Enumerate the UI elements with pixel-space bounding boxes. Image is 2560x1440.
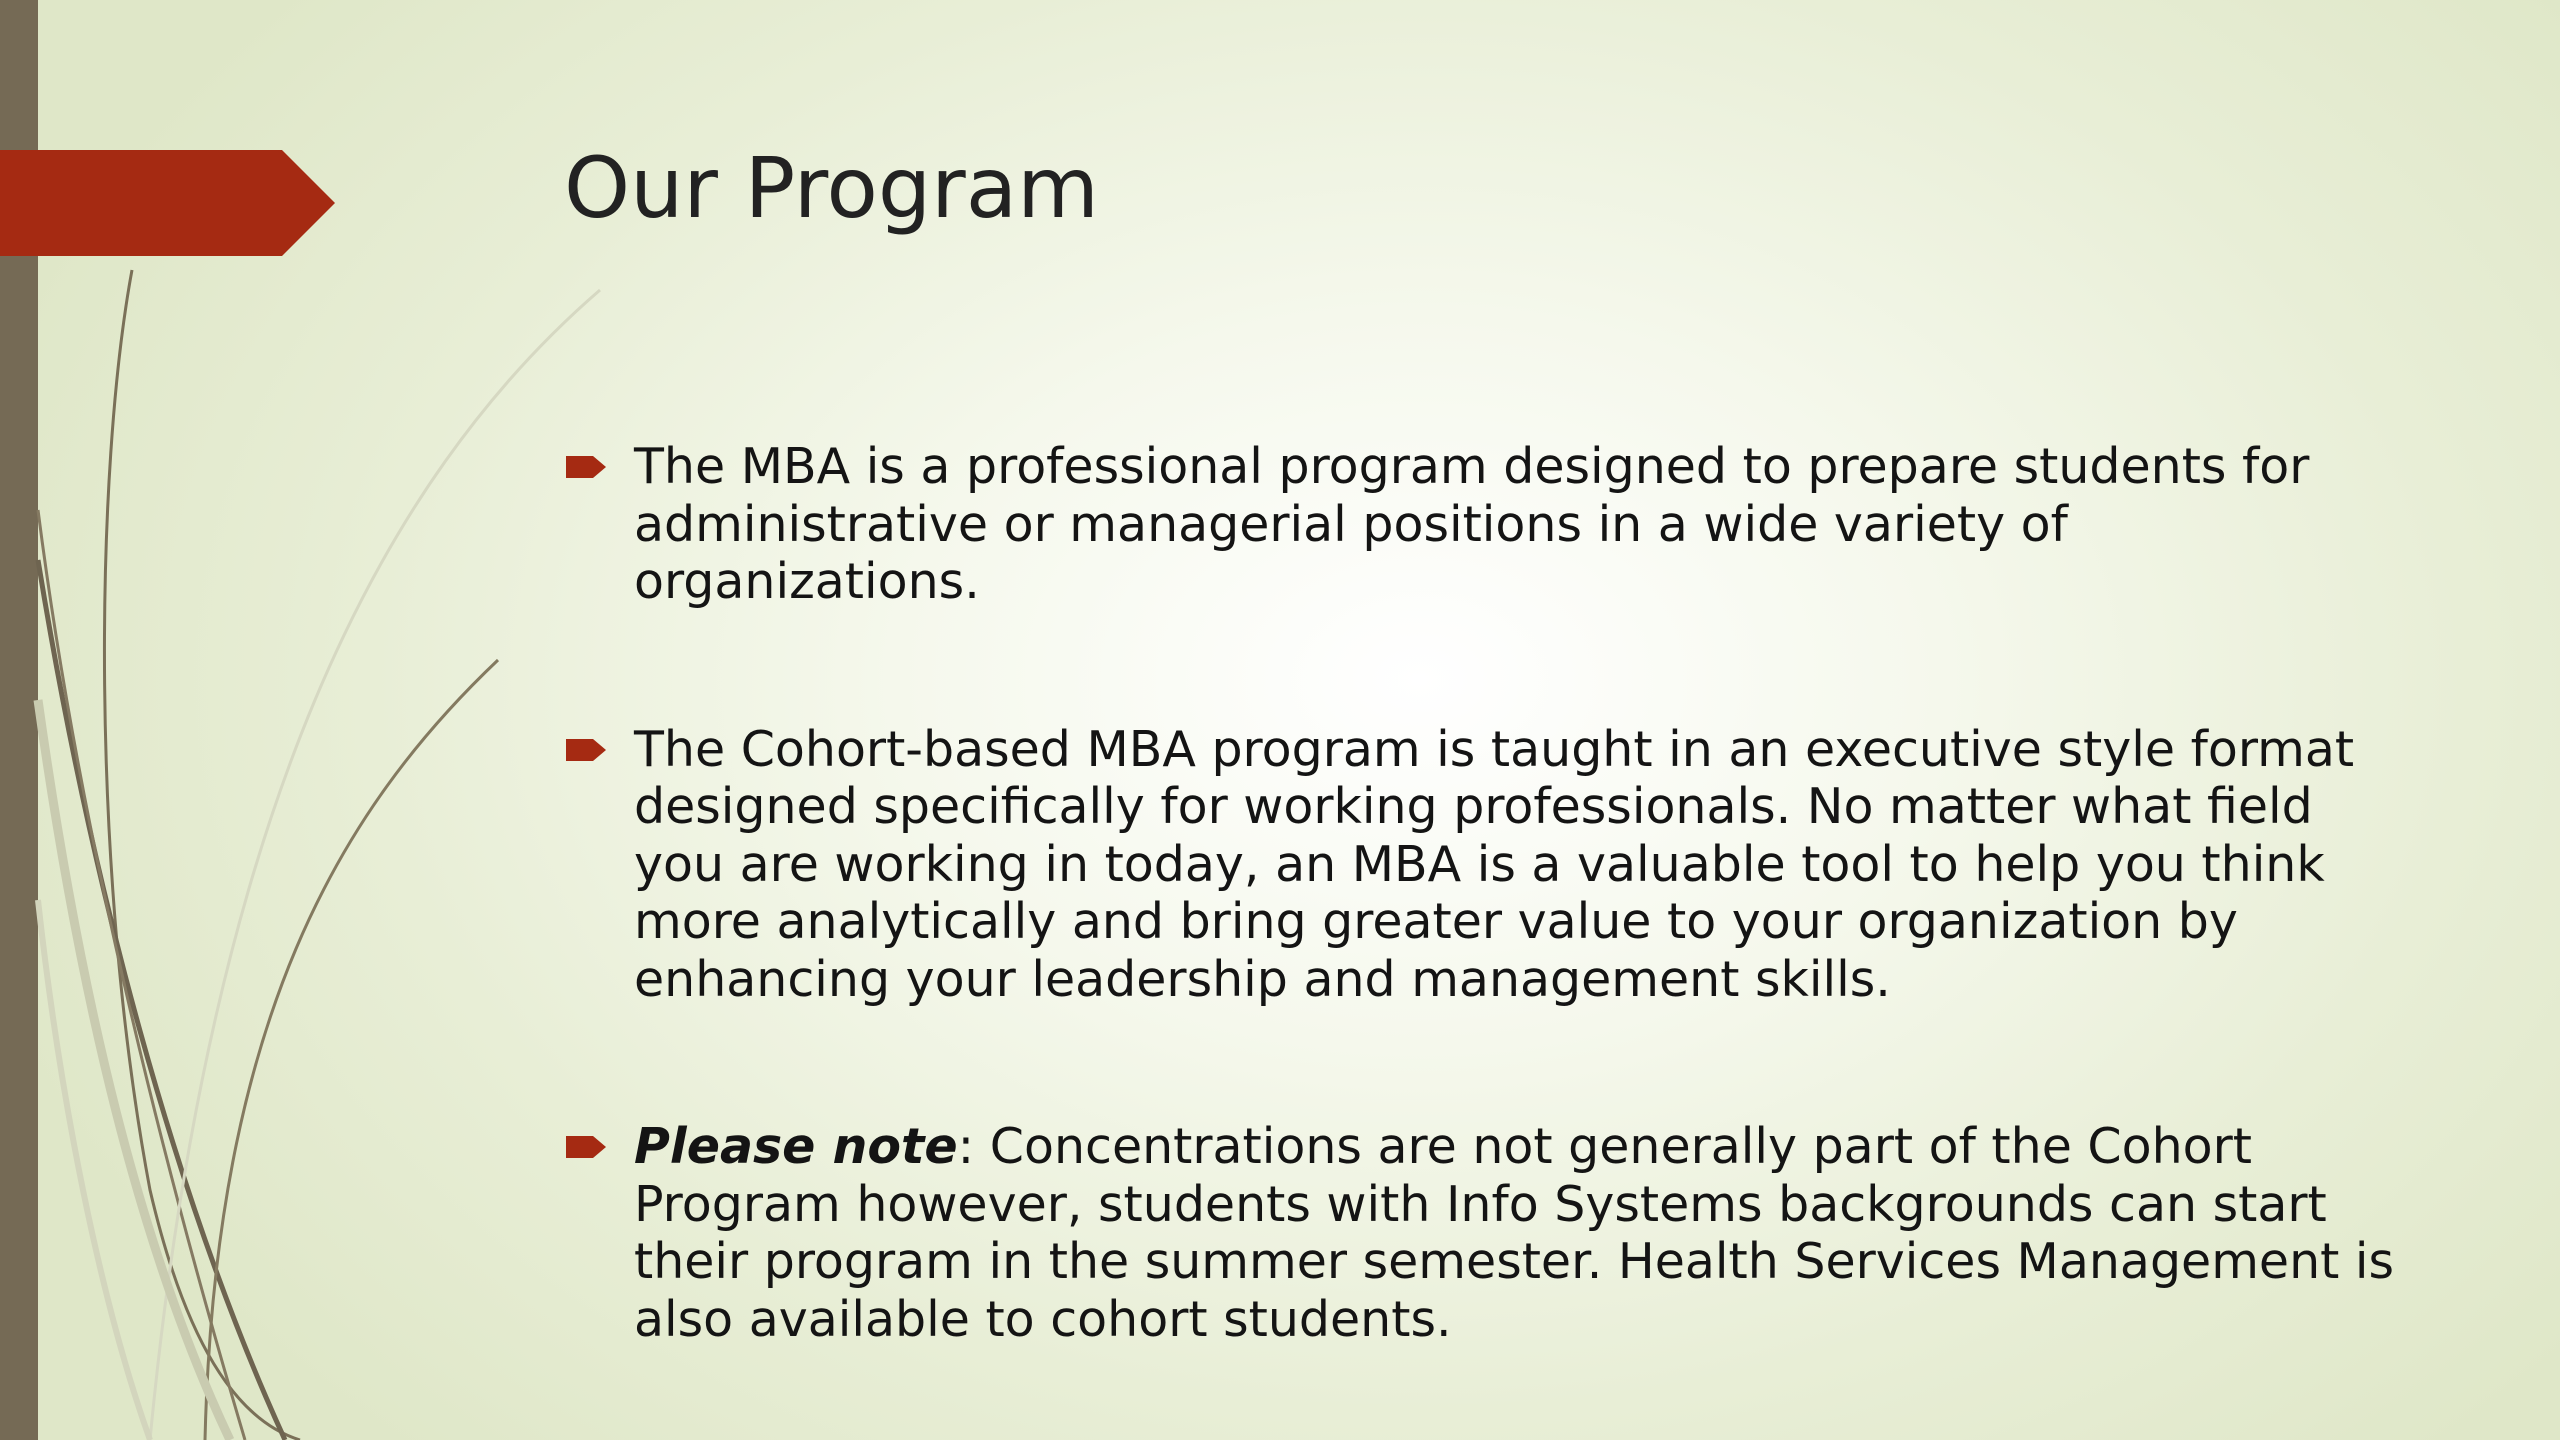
- please-note-emphasis: Please note: [634, 1118, 958, 1175]
- bullet-item: [564, 1118, 2404, 1348]
- bullet-item: [564, 721, 2404, 1009]
- bullet-item: [564, 438, 2404, 611]
- title-accent-arrow: [0, 150, 335, 256]
- arrow-bullet-icon: [566, 456, 606, 478]
- bullet-list: [564, 438, 2404, 1348]
- bullet-text: The MBA is a professional program designed to prepare students for administrative or managerial positions in a wide variety of organizations.: [634, 438, 2310, 610]
- arrow-bullet-icon: [566, 1136, 606, 1158]
- slide-title: Our Program: [564, 139, 1100, 237]
- bullet-text: [634, 1118, 2394, 1348]
- arrow-bullet-icon: [566, 739, 606, 761]
- please-note-text: : Concentrations are not generally part of the Cohort Program however, students with Info Systems backgrounds can start their program in the summer semester. Health Services Management is also available to cohort students.: [634, 1118, 2395, 1348]
- bullet-text: The Cohort-based MBA program is taught in an executive style format designed specifically for working professionals. No matter what field you are working in today, an MBA is a valuable tool to help you think more analytically and bring greater value to your organization by enhancing your leadership and management skills.: [634, 720, 2355, 1008]
